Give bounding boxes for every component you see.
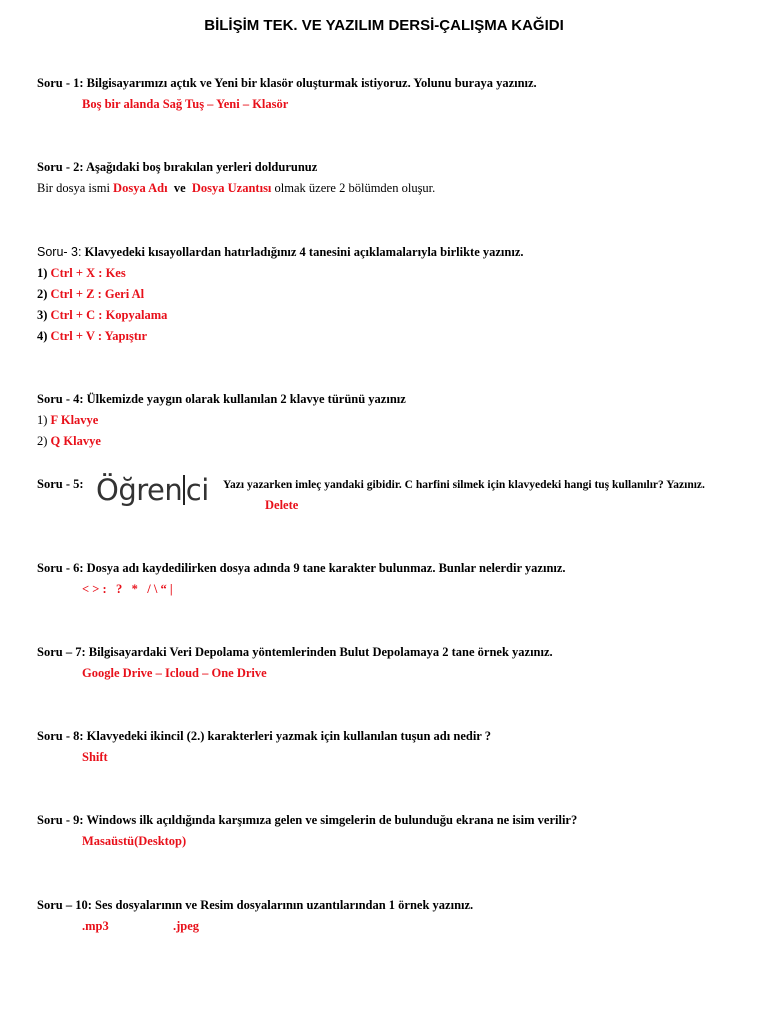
- question-4-label: Soru - 4:: [37, 392, 84, 406]
- answer-3-num: 4): [37, 329, 48, 343]
- question-10-text: Ses dosyalarının ve Resim dosyalarının uzantılarından 1 örnek yazınız.: [95, 898, 474, 912]
- answer-3-num: 2): [37, 287, 48, 301]
- question-9-text: Windows ilk açıldığında karşımıza gelen ve simgelerin de bulunduğu ekrana ne isim verilir?: [86, 813, 578, 827]
- answer-6: < > : ? * / \ “ |: [82, 582, 173, 596]
- answer-3-item: [37, 287, 144, 302]
- question-2-label: Soru - 2:: [37, 160, 84, 174]
- answer-2-sentence: [37, 181, 435, 196]
- question-8-label: Soru - 8:: [37, 729, 84, 743]
- question-10: [37, 898, 473, 913]
- page-title: BİLİŞİM TEK. VE YAZILIM DERSİ-ÇALIŞMA KAĞIDI: [204, 17, 564, 34]
- question-6-text: Dosya adı kaydedilirken dosya adında 9 tane karakter bulunmaz. Bunlar nelerdir yazınız.: [86, 561, 566, 575]
- answer-3-text: Ctrl + Z : Geri Al: [50, 287, 145, 301]
- question-3: [37, 245, 524, 260]
- answer-2-post: olmak üzere 2 bölümden oluşur.: [274, 181, 436, 195]
- answer-3-num: 1): [37, 266, 48, 280]
- question-2: [37, 160, 317, 175]
- question-2-text: Aşağıdaki boş bırakılan yerleri doldurunuz: [85, 160, 318, 174]
- question-1: [37, 76, 537, 91]
- answer-4-text: Q Klavye: [50, 434, 101, 448]
- question-6-label: Soru - 6:: [37, 561, 84, 575]
- answer-3-num: 3): [37, 308, 48, 322]
- answer-2-blank-2: Dosya Uzantısı: [191, 181, 272, 195]
- answer-2-mid: ve: [173, 181, 186, 195]
- question-8-text: Klavyedeki ikincil (2.) karakterleri yazmak için kullanılan tuşun adı nedir ?: [86, 729, 491, 743]
- question-10-label: Soru – 10:: [37, 898, 92, 912]
- question-5-text: Yazı yazarken imleç yandaki gibidir. C harfini silmek için klavyedeki hangi tuş kullanılır? Yazınız.: [223, 479, 705, 491]
- answer-4-item: [37, 413, 98, 428]
- answer-2-blank-1: Dosya Adı: [113, 181, 168, 195]
- question-4: [37, 392, 406, 407]
- answer-9: Masaüstü(Desktop): [82, 834, 187, 848]
- answer-5: Delete: [265, 498, 299, 512]
- answer-4-item: [37, 434, 101, 449]
- question-3-text: Klavyedeki kısayollardan hatırladığınız 4 tanesini açıklamalarıyla birlikte yazınız.: [84, 245, 524, 259]
- question-9-label: Soru - 9:: [37, 813, 84, 827]
- cursor-example-image: [96, 473, 209, 507]
- answer-1: Boş bir alanda Sağ Tuş – Yeni – Klasör: [82, 97, 289, 111]
- question-5-label: Soru - 5:: [37, 477, 84, 491]
- question-7: [37, 645, 553, 660]
- answer-3-text: Ctrl + X : Kes: [50, 266, 126, 280]
- question-7-text: Bilgisayardaki Veri Depolama yöntemlerinden Bulut Depolamaya 2 tane örnek yazınız.: [88, 645, 553, 659]
- answer-3-item: [37, 329, 147, 344]
- question-6: [37, 561, 566, 576]
- question-7-label: Soru – 7:: [37, 645, 86, 659]
- answer-3-text: Ctrl + V : Yapıştır: [50, 329, 148, 343]
- answer-10-image: .jpeg: [173, 919, 200, 933]
- answer-8: Shift: [82, 750, 108, 764]
- question-3-label-b: - 3:: [63, 245, 82, 259]
- answer-2-pre: Bir dosya ismi: [37, 181, 110, 195]
- answer-4-num: 1): [37, 413, 48, 427]
- answer-4-num: 2): [37, 434, 48, 448]
- cursor-example-word-start: Öğren: [96, 473, 183, 507]
- cursor-example-word-end: ci: [185, 473, 209, 507]
- text-cursor-icon: [183, 475, 185, 505]
- question-3-label-a: Soru: [37, 245, 64, 259]
- question-1-label: Soru - 1:: [37, 76, 84, 90]
- question-9: [37, 813, 577, 828]
- question-1-text: Bilgisayarımızı açtık ve Yeni bir klasör oluşturmak istiyoruz. Yolunu buraya yazınız.: [86, 76, 537, 90]
- answer-3-item: [37, 308, 167, 323]
- question-8: [37, 729, 491, 744]
- answer-10-audio: .mp3: [82, 919, 109, 933]
- answer-3-text: Ctrl + C : Kopyalama: [50, 308, 168, 322]
- question-4-text: Ülkemizde yaygın olarak kullanılan 2 klavye türünü yazınız: [86, 392, 406, 406]
- answer-7: Google Drive – Icloud – One Drive: [82, 666, 267, 680]
- answer-3-item: [37, 266, 126, 281]
- answer-4-text: F Klavye: [50, 413, 99, 427]
